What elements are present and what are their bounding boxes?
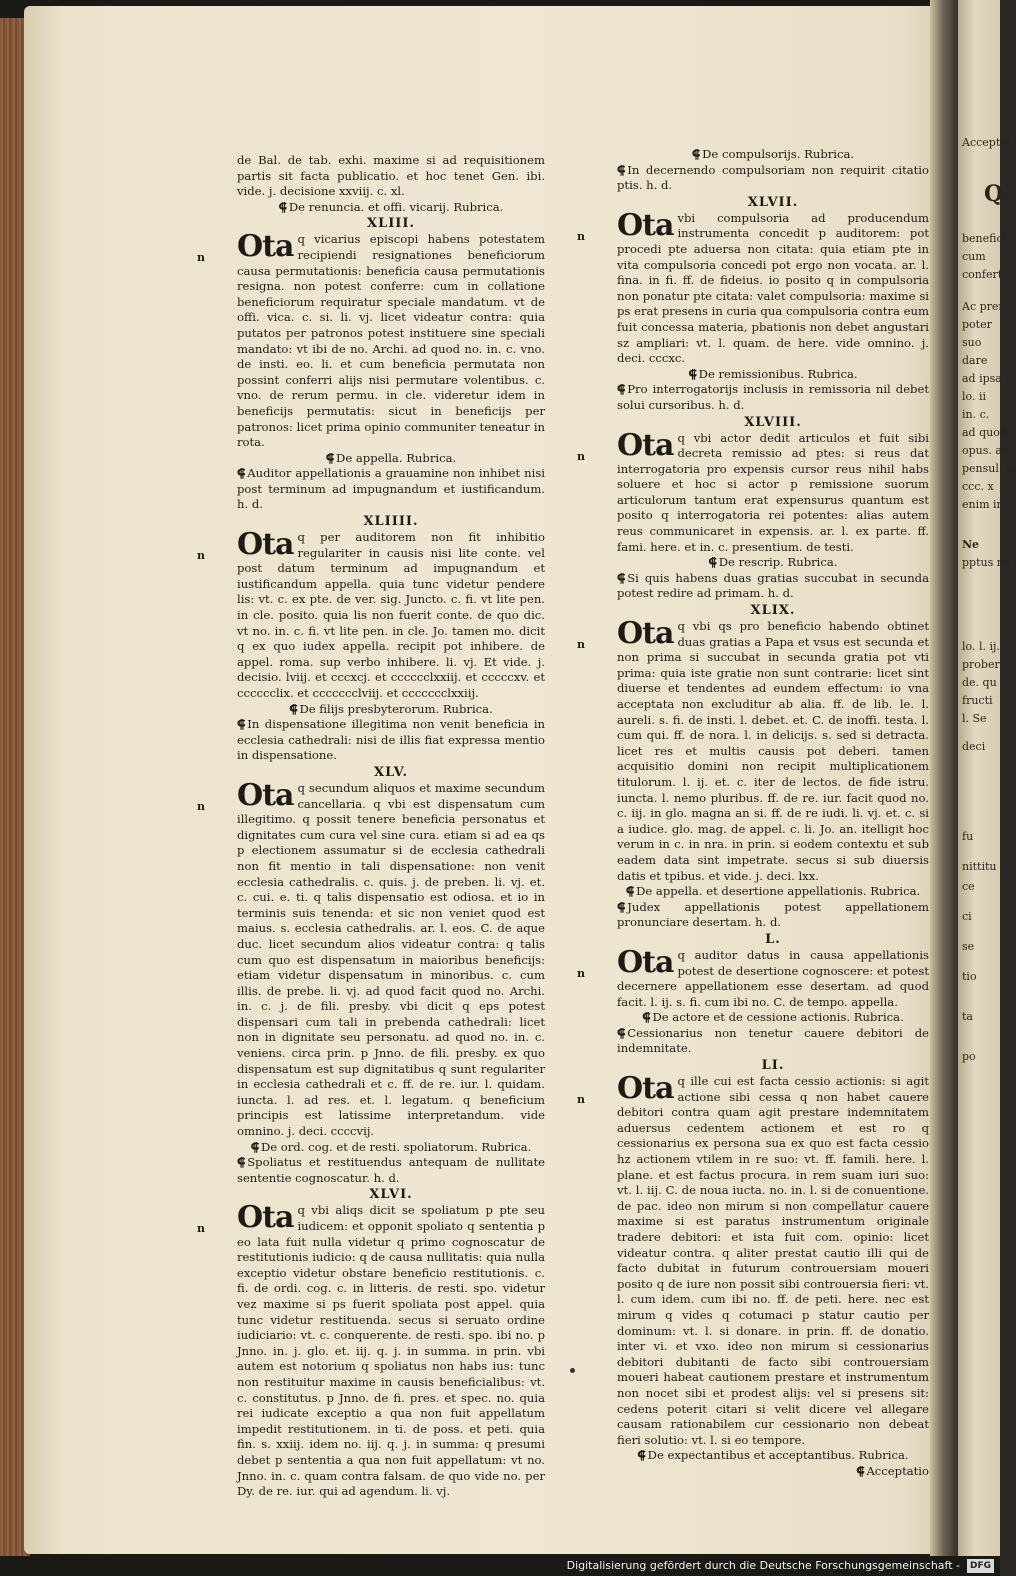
- next-page-fragment: confert: [962, 268, 1003, 281]
- decision-summary: ⸿ Judex appellationis potest appellationem pronunciare desertam. h. d.: [617, 899, 929, 930]
- decision-paragraph: [197, 229, 545, 450]
- next-page-fragment: ad quod: [962, 426, 1007, 439]
- decision-summary: ⸿ Si quis habens duas gratias succubat in secunda potest redire ad primam. h. d.: [617, 570, 929, 601]
- decision-number: XLIIII.: [363, 514, 419, 530]
- decision-number: XLVI.: [369, 1187, 413, 1203]
- footer-credit-text: Digitalisierung gefördert durch die Deutsche Forschungsgemeinschaft -: [566, 1559, 960, 1572]
- decision-paragraph: [197, 527, 545, 702]
- next-page-fragment: in. c.: [962, 408, 990, 421]
- next-page-fragment: ci: [962, 910, 972, 923]
- initial-capital: Ota: [617, 207, 674, 243]
- next-page-fragment: pptus na: [962, 556, 1011, 569]
- adjacent-page-edge: [958, 0, 1016, 1558]
- decision-paragraph: [197, 777, 545, 1140]
- next-page-fragment: fructi: [962, 694, 993, 707]
- decision-number: XLVII.: [747, 194, 799, 210]
- margin-mark: n: [577, 229, 585, 243]
- decision-paragraph: [577, 427, 929, 556]
- margin-mark: n: [577, 966, 585, 980]
- next-page-fragment: pensul. al: [962, 462, 1016, 475]
- next-page-fragment: lo. l. ij.: [962, 640, 1000, 653]
- decision-text: q vbi actor dedit articulos et fuit sibi decreta remissio ad ptes: si reus dat interrogatoria pro expensis cursor reus nihil habs soluere et hoc si actor p remissione suorum articulorum tantum erat expensurus quantum est posito q interrogatoria rei potentes: alias autem reus communicaret in expensis. ar. l. ex parte. ff. fami. here. et in. c. presentium. de testi.: [617, 430, 929, 554]
- decision-summary: ⸿ Spoliatus et restituendus antequam de nullitate sententie cognoscatur. h. d.: [237, 1155, 545, 1185]
- decision-number: XLIII.: [367, 216, 415, 232]
- decision-text: q per auditorem non fit inhibitio regulariter in causis nisi lite conte. vel post datum terminum ad impugnandum et iustificandum appella. quia tunc videtur pendere lis: vt. c. ex pte. de ver. sig. Juncto. c. fi. vt lite pen. in cle. posito. quia lis non fuerit conte. de quo dic. vt no. in. c. fi. vt lite pen. in cle. Jo. tamen mo. dicit q ex quo iudex appella. recipit pot inhibere. de appel. roma. sup verbo inhibere. li. vj. Et vide. j. decisio. lviij. et cccxcj. et cccccclxxiij. et cccccxv. et cccccclix. et ccccccclviij. et ccccccclxxiij.: [237, 530, 545, 700]
- next-page-fragment: ce: [962, 880, 975, 893]
- decision-number: XLV.: [373, 764, 409, 780]
- initial-capital: Ota: [237, 527, 294, 563]
- decision-number: L.: [765, 931, 781, 947]
- decision-text: q auditor datus in causa appellationis potest de desertione cognoscere: et potest decernere appellationem esse desertam. ad quod facit. l. ij. s. fi. cum ibi no. C. de tempo. appella.: [617, 947, 929, 1009]
- margin-mark: n: [197, 549, 205, 563]
- ink-speck: [570, 1368, 575, 1373]
- rubric-heading: ⸿ De rescrip. Rubrica.: [708, 555, 838, 570]
- decision-text: vbi compulsoria ad producendum instrumenta concedit p auditorem: pot procedi pte aduersa non citata: quia etiam pte in vita compulsoria concedi pot ergo non vocata. ar. l. fina. in fi. ff. de fideius. io posito q in compulsoria non ponatur pte citata: valet compulsoria: maxime si ps erat presens in curia qua compulsoria contra eum fuit concessa materia, pbationis non debet angustari sz ampliari: vt. l. quam. de here. vide omnino. j. deci. cccxc.: [617, 210, 929, 366]
- next-page-fragment: po: [962, 1050, 976, 1063]
- rubric-heading: ⸿ De filijs presbyterorum. Rubrica.: [289, 701, 493, 716]
- next-page-fragment: opus. ad: [962, 444, 1009, 457]
- decision-paragraph: [577, 1071, 929, 1448]
- decision-text: q vicarius episcopi habens potestatem recipiendi resignationes beneficiorum causa permutationis: beneficia causa permutationis resigna. non potest conferre: cum in collatione beneficiorum requiratur speciale mandatum. vt de offi. vica. c. si. li. vj. licet videatur contra: quia putatos per patronos potest instituere sine speciali mandato: vt ibi de no. Archi. ad quod no. in. c. vno. de insti. eo. li. et cum beneficia permutata non possint conferri alijs nisi permutare volentibus. c. vno. de rerum permu. in cle. videretur idem in beneficijs permutatis: sicut in beneficijs per patronos: licet prima opinio communiter teneatur in rota.: [237, 232, 545, 450]
- margin-mark: n: [197, 799, 205, 813]
- initial-capital: Ota: [617, 616, 674, 652]
- next-page-fragment: dare: [962, 354, 988, 367]
- margin-mark: n: [197, 1222, 205, 1236]
- digitization-footer: [0, 1556, 1000, 1576]
- next-page-fragment: enim in: [962, 498, 1004, 511]
- decision-paragraph: [197, 1200, 545, 1499]
- initial-capital: Ota: [617, 427, 674, 463]
- column-intro-text: de Bal. de tab. exhi. maxime si ad requisitionem partis sit facta publicatio. et hoc tenet Gen. ibi. vide. j. decisione xxviij. c. xl.: [237, 153, 545, 199]
- next-page-fragment: fu: [962, 830, 974, 843]
- rubric-heading: ⸿ De actore et de cessione actionis. Rubrica.: [642, 1010, 904, 1025]
- next-page-fragment: cum: [962, 250, 986, 263]
- next-page-fragment: benefici: [962, 232, 1007, 245]
- decision-number: XLVIII.: [744, 414, 802, 430]
- next-page-fragment: ccc. x: [962, 480, 994, 493]
- closing-rubric: ⸿ De expectantibus et acceptantibus. Rubrica.: [637, 1448, 909, 1463]
- decision-text: q secundum aliquos et maxime secundum cancellaria. q vbi est dispensatum cum illegitimo. q possit tenere beneficia personatus et dignitates cum cura vel sine cura. etiam si ad ea qs p electionem assumatur si de ecclesia cathedrali non fit mentio in tali dispensatione: non venit ecclesia cathedralis. c. quis. j. de preben. li. vj. et. c. cui. e. ti. q talis dispensatio est odiosa. et io in terminis suis tenenda: et sic non veniet quod est maius. s. ecclesia cathedralis. ar. l. eos. C. de aque duc. licet secundum alios videatur contra: q talis cum quo est dispensatum in maioribus beneficijs: etiam videtur dispensatum in minoribus. c. cum illis. de prebe. li. vj. ad quod facit quod no. Archi. in. c. j. de fili. presby. vbi dicit q eps potest dispensari cum tali in prebenda cathedrali: licet non in dignitate seu personatu. ad quod no. in. c. veniens. circa prin. p Jnno. de fili. presby. ex quo dispensatum est sup dignitatibus q sunt regulariter in ecclesia cathedrali et c. ff. de re. iur. l. quidam. iuncta. l. ad res. et. l. legatum. q beneficium principis est latissime interpretandum. vide omnino. j. deci. ccccvij.: [237, 780, 545, 1139]
- page-gutter-shadow: [930, 0, 960, 1560]
- margin-mark: n: [577, 638, 585, 652]
- next-page-fragment: Acceptat: [962, 136, 1012, 149]
- next-page-fragment: se: [962, 940, 975, 953]
- next-page-fragment: l. Se: [962, 712, 987, 725]
- decision-paragraph: [577, 616, 929, 884]
- decision-number: LI.: [761, 1058, 785, 1074]
- rubric-heading: ⸿ De renuncia. et offi. vicarij. Rubrica.: [278, 199, 504, 214]
- right-text-column: [577, 147, 929, 1480]
- decision-number: XLIX.: [750, 603, 796, 619]
- next-page-fragment: lo. ii: [962, 390, 986, 403]
- initial-capital: Ota: [237, 1200, 294, 1236]
- next-page-fragment: Q: [984, 181, 1004, 207]
- margin-mark: n: [577, 449, 585, 463]
- next-page-fragment: deci: [962, 740, 986, 753]
- initial-capital: Ota: [617, 944, 674, 980]
- catchword: ⸿ Acceptatio: [856, 1463, 929, 1478]
- next-page-fragment: Ac prer: [962, 300, 1004, 313]
- rubric-heading: ⸿ De ord. cog. et de resti. spoliatorum. Rubrica.: [250, 1139, 532, 1154]
- decision-text: q vbi qs pro beneficio habendo obtinet duas gratias a Papa et vsus est secunda et non prima si succubat in secunda gratia pot vti prima: quia iste gratie non sunt contrarie: licet sint diuerse et tendentes ad eundem effectum: io vna acceptata non excluditur ab alia. ff. de lib. le. l. aureli. s. fi. de insti. l. debet. et. C. de inoffi. testa. l. cum qui. ff. de nora. l. in delicijs. s. sed si detracta. licet res et multis causis pot deberi. tamen acquisitio domini non recipit multiplicationem titulorum. l. ij. et. c. iter de lectos. de fide istru. iuncta. l. nemo pluribus. ff. de re. iur. facit quod no. c. iij. in glo. magna an si. ff. de re iudi. li. vj. et. c. si a iudice. glo. mag. de appel. c. li. Jo. an. itelligit hoc verum in c. in nra. in prin. si eodem contextu et sub eadem data sint impetrate. secus si sub diuersis datis et tpibus. et vide. j. deci. lxx.: [617, 619, 929, 883]
- decision-text: q ille cui est facta cessio actionis: si agit actione sibi cessa q non habet cauere debitori contra quam agit prestare indemnitatem aduersus cedentem actionem et est ro q cessionarius ex persona sua ex quo est facta cessio hz actionem vtilem in re suo: vt. ff. famili. here. l. plane. et est factus procura. in rem suam iuri suo: vt. l. iij. C. de noua iucta. no. in. l. si de conuentione. de pac. ideo non mirum si non compellatur cauere maxime si est paratus instrumentum originale tradere debitori: et ista fuit com. opinio: licet videatur contra. q aliter prestat cautio illi qui de facto dubitat in futurum controuersiam moueri posito q de iure non possit sibi controuersia fieri: vt. l. cum idem. cum ibi no. ff. de peti. here. nec est mirum q vides q cotumaci p statur cautio per dominum: vt. l. si donare. in prin. ff. de donatio. inter vi. et vxo. ideo non mirum si cessionarius debitori dubitanti de facto sibi controuersiam moueri habeat cautionem prestare et instrumentum non nocet sibi et prodest alijs: vel si presens sit: cedens poterit citari si velit dicere vel allegare causam rationabilem cur cessionario non debeat fieri solutio: vt. l. si eo tempore.: [617, 1074, 929, 1447]
- initial-capital: Ota: [617, 1071, 674, 1107]
- decision-summary: ⸿ Cessionarius non tenetur cauere debitori de indemnitate.: [617, 1025, 929, 1056]
- margin-mark: n: [197, 251, 205, 265]
- next-page-fragment: de. qu: [962, 676, 997, 689]
- initial-capital: Ota: [237, 229, 294, 265]
- initial-capital: Ota: [237, 777, 294, 813]
- rubric-heading: ⸿ De appella. Rubrica.: [325, 450, 457, 465]
- next-page-fragment: poter: [962, 318, 992, 331]
- rubric-heading: ⸿ De compulsorijs. Rubrica.: [691, 147, 855, 161]
- decision-text: q vbi aliqs dicit se spoliatum p pte seu iudicem: et opponit spoliato q sententia p eo lata fuit nulla videtur q primo cognoscatur de restitutionis iudicio: q de causa nullitatis: quia nulla exceptio videtur obstare beneficio restitutionis. c. fi. de ordi. cog. c. in litteris. de resti. spo. videtur vez maxime si ps fuerit spoliata post appel. quia tunc videtur restituenda. secus si seruato ordine iudiciario: vt. c. conquerente. de resti. spo. ibi no. p Jnno. in. j. glo. et. iij. q. j. in summa. in prin. vbi autem est notorium q spoliatus non habs ius: tunc non restituitur maxime in causis beneficialibus: vt. c. constitutus. p Jnno. de fi. pres. et spec. no. quia rei iudicate exceptio a qua non fuit appellatum impedit restitutionem. in ti. de poss. et peti. quia fin. s. xxiij. idem no. iij. q. j. in summa: q presumi debet p sententia a qua non fuit appellatum: vt no. Jnno. in. c. quam contra falsam. de quo vide no. per Dy. de re. iur. qui ad agendum. li. vj.: [237, 1203, 545, 1499]
- margin-mark: n: [577, 1093, 585, 1107]
- decision-summary: ⸿ In dispensatione illegitima non venit beneficia in ecclesia cathedrali: nisi de illis fiat expressa mentio in dispensatione.: [237, 717, 545, 763]
- next-page-fragment: prober: [962, 658, 1000, 671]
- decision-paragraph: [577, 207, 929, 367]
- next-page-fragment: suo: [962, 336, 982, 349]
- next-page-fragment: ad ipsa: [962, 372, 1002, 385]
- rubric-heading: ⸿ De appella. et desertione appellationis. Rubrica.: [625, 884, 921, 899]
- decision-summary: ⸿ Auditor appellationis a grauamine non inhibet nisi post terminum ad impugnandum et iustificandum. h. d.: [237, 466, 545, 512]
- left-text-column: [197, 153, 545, 1500]
- dfg-logo-badge: DFG: [967, 1559, 994, 1573]
- decision-summary: ⸿ In decernendo compulsoriam non requirit citatio ptis. h. d.: [617, 162, 929, 193]
- next-page-fragment: tio: [962, 970, 977, 983]
- next-page-fragment: Ne: [962, 538, 980, 551]
- decision-paragraph: [577, 944, 929, 1010]
- next-page-fragment: ta: [962, 1010, 973, 1023]
- rubric-heading: ⸿ De remissionibus. Rubrica.: [688, 366, 858, 381]
- decision-summary: ⸿ Pro interrogatorijs inclusis in remissoria nil debet solui cursoribus. h. d.: [617, 382, 929, 412]
- next-page-fragment: nittitu: [962, 860, 997, 873]
